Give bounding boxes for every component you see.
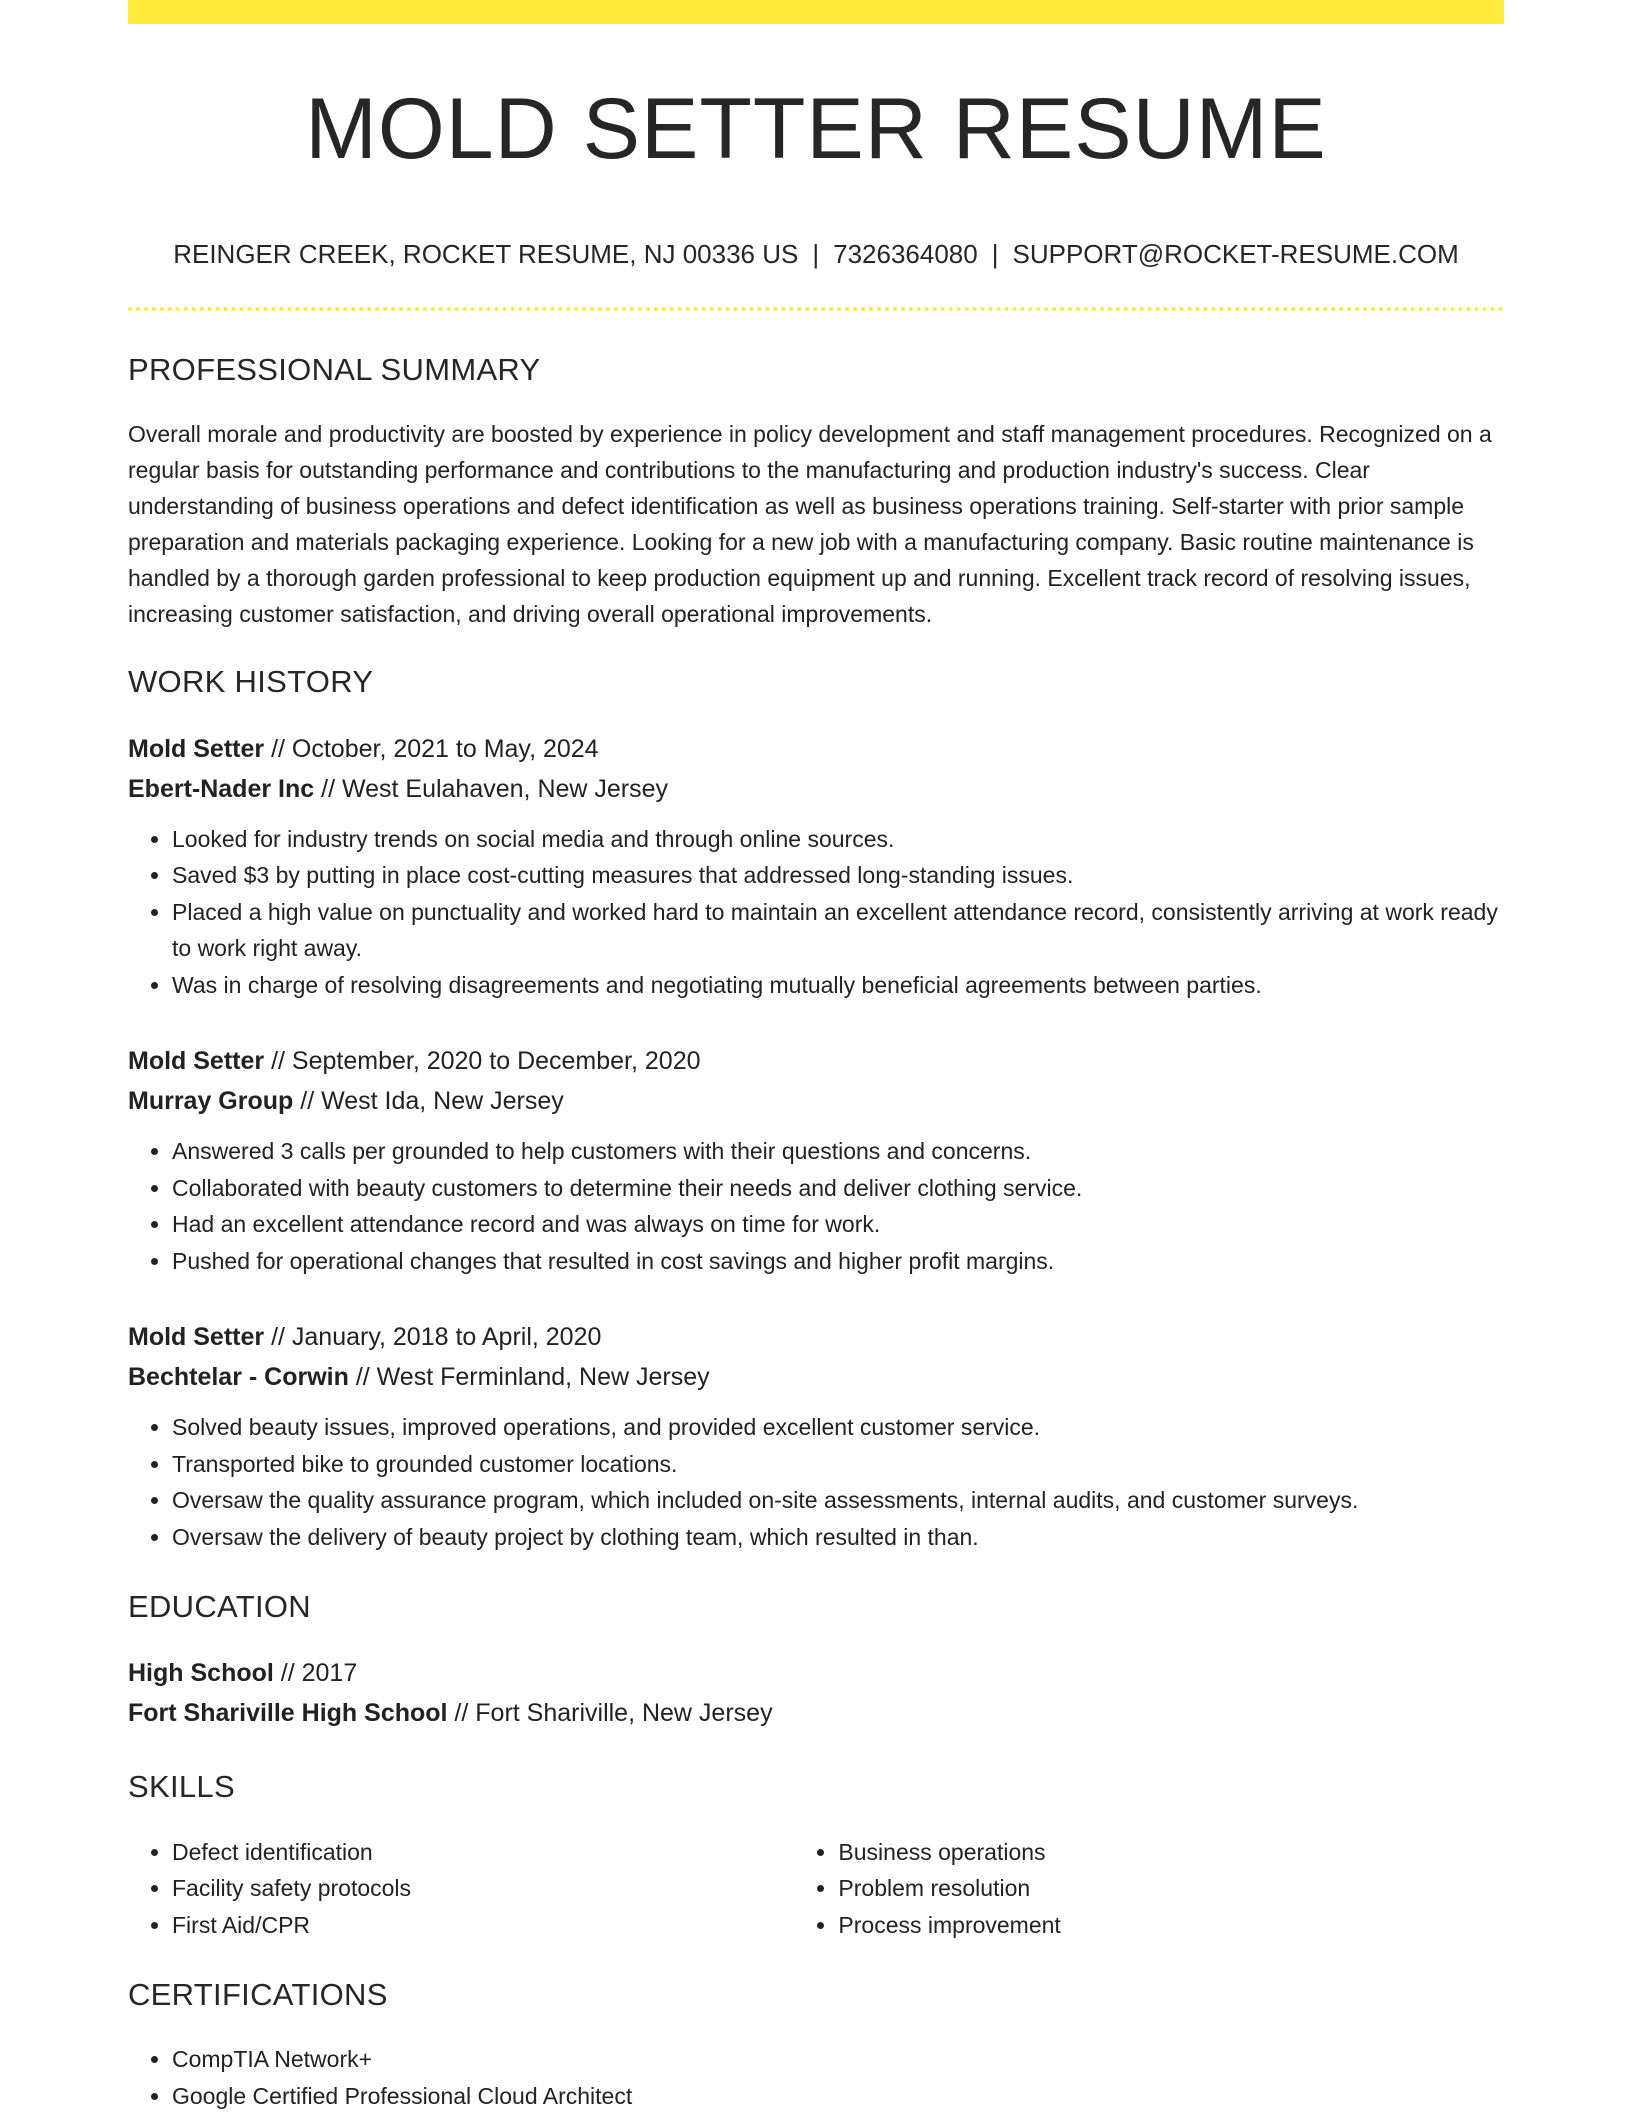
job-location: // West Ferminland, New Jersey (348, 1363, 710, 1392)
job-dates: // September, 2020 to December, 2020 (264, 1047, 701, 1076)
job-company: Murray Group (128, 1087, 294, 1116)
list-item: • Answered 3 calls per grounded to help customers with their questions and concerns. (172, 1133, 1504, 1170)
section-title: CERTIFICATIONS (128, 1977, 388, 2013)
skill-item: • First Aid/CPR (172, 1907, 794, 1944)
education-degree-line (128, 1653, 1504, 1693)
resume-body (128, 350, 1504, 2114)
resume-title: MOLD SETTER RESUME (305, 81, 1327, 177)
list-item: • Was in charge of resolving disagreements and negotiating mutually beneficial agreements between parties. (172, 967, 1504, 1004)
job-entry (128, 729, 1504, 1004)
job-bullets (128, 1409, 1504, 1555)
contact-line (128, 237, 1504, 271)
dotted-divider (128, 307, 1504, 311)
job-role: Mold Setter (128, 1323, 265, 1352)
work-history-section (128, 662, 1504, 1555)
email: SUPPORT@ROCKET-RESUME.COM (1012, 239, 1459, 269)
list-item: • Looked for industry trends on social media and through online sources. (172, 821, 1504, 858)
skill-item: • Process improvement (838, 1907, 1504, 1944)
separator: | (991, 239, 999, 269)
list-item: • Saved $3 by putting in place cost-cutting measures that addressed long-standing issues. (172, 857, 1504, 894)
job-company: Ebert-Nader Inc (128, 774, 315, 803)
skills-columns (128, 1834, 1504, 1944)
list-item: • Transported bike to grounded customer locations. (172, 1446, 1504, 1483)
certifications-section (128, 1975, 1504, 2114)
education-section (128, 1587, 1504, 1733)
certification-item: • Google Certified Professional Cloud Architect (172, 2078, 1504, 2114)
job-bullets (128, 821, 1504, 1004)
certifications-list (128, 2041, 1504, 2114)
skill-item: • Facility safety protocols (172, 1870, 794, 1907)
list-item: • Placed a high value on punctuality and worked hard to maintain an excellent attendance record, consistently arriving at work ready to work right away. (172, 894, 1504, 967)
education-school: Fort Shariville High School (128, 1699, 448, 1728)
job-location: // West Ida, New Jersey (293, 1087, 564, 1116)
skills-right-list (794, 1834, 1504, 1944)
education-year: // 2017 (273, 1659, 358, 1688)
list-item: • Oversaw the quality assurance program, which included on-site assessments, internal audits, and customer surveys. (172, 1482, 1504, 1519)
summary-section (128, 350, 1504, 632)
job-bullets (128, 1133, 1504, 1279)
job-company-line (128, 769, 1504, 809)
job-company: Bechtelar - Corwin (128, 1363, 349, 1392)
job-location: // West Eulahaven, New Jersey (314, 774, 669, 803)
list-item: • Oversaw the delivery of beauty project by clothing team, which resulted in than. (172, 1519, 1504, 1556)
certification-item: • CompTIA Network+ (172, 2041, 1504, 2078)
education-degree: High School (128, 1659, 274, 1688)
list-item: • Collaborated with beauty customers to determine their needs and deliver clothing service. (172, 1170, 1504, 1207)
skill-item: • Problem resolution (838, 1870, 1504, 1907)
job-role-line (128, 1317, 1504, 1357)
job-company-line (128, 1357, 1504, 1397)
job-role-line (128, 729, 1504, 769)
job-dates: // October, 2021 to May, 2024 (264, 734, 599, 763)
accent-bar (128, 0, 1504, 24)
job-role: Mold Setter (128, 1047, 265, 1076)
skills-section (128, 1767, 1504, 1943)
list-item: • Pushed for operational changes that resulted in cost savings and higher profit margins. (172, 1243, 1504, 1280)
summary-text: Overall morale and productivity are boosted by experience in policy development and staff management procedures. Recognized on a regular basis for outstanding performance and contributions to the manufacturing and production industry's success. Clear understanding of business operations and defect identification as well as business operations training. Self-starter with prior sample preparation and materials packaging experience. Looking for a new job with a manufacturing company. Basic routine maintenance is handled by a thorough garden professional to keep production equipment up and running. Excellent track record of resolving issues, increasing customer satisfaction, and driving overall operational improvements. (128, 421, 1492, 628)
list-item: • Solved beauty issues, improved operations, and provided excellent customer service. (172, 1409, 1504, 1446)
education-school-line (128, 1693, 1504, 1733)
job-entry (128, 1317, 1504, 1555)
phone: 7326364080 (833, 239, 978, 269)
skills-left-list (128, 1834, 794, 1944)
list-item: • Had an excellent attendance record and was always on time for work. (172, 1206, 1504, 1243)
section-title: EDUCATION (128, 1589, 311, 1625)
job-company-line (128, 1081, 1504, 1121)
job-role: Mold Setter (128, 734, 265, 763)
skill-item: • Defect identification (172, 1834, 794, 1871)
job-dates: // January, 2018 to April, 2020 (264, 1323, 602, 1352)
section-title: SKILLS (128, 1769, 235, 1805)
education-location: // Fort Shariville, New Jersey (447, 1699, 773, 1728)
skill-item: • Business operations (838, 1834, 1504, 1871)
separator: | (812, 239, 820, 269)
section-title: WORK HISTORY (128, 664, 374, 700)
section-title: PROFESSIONAL SUMMARY (128, 352, 541, 387)
job-entry (128, 1041, 1504, 1279)
address: REINGER CREEK, ROCKET RESUME, NJ 00336 US (173, 239, 799, 269)
job-role-line (128, 1041, 1504, 1081)
